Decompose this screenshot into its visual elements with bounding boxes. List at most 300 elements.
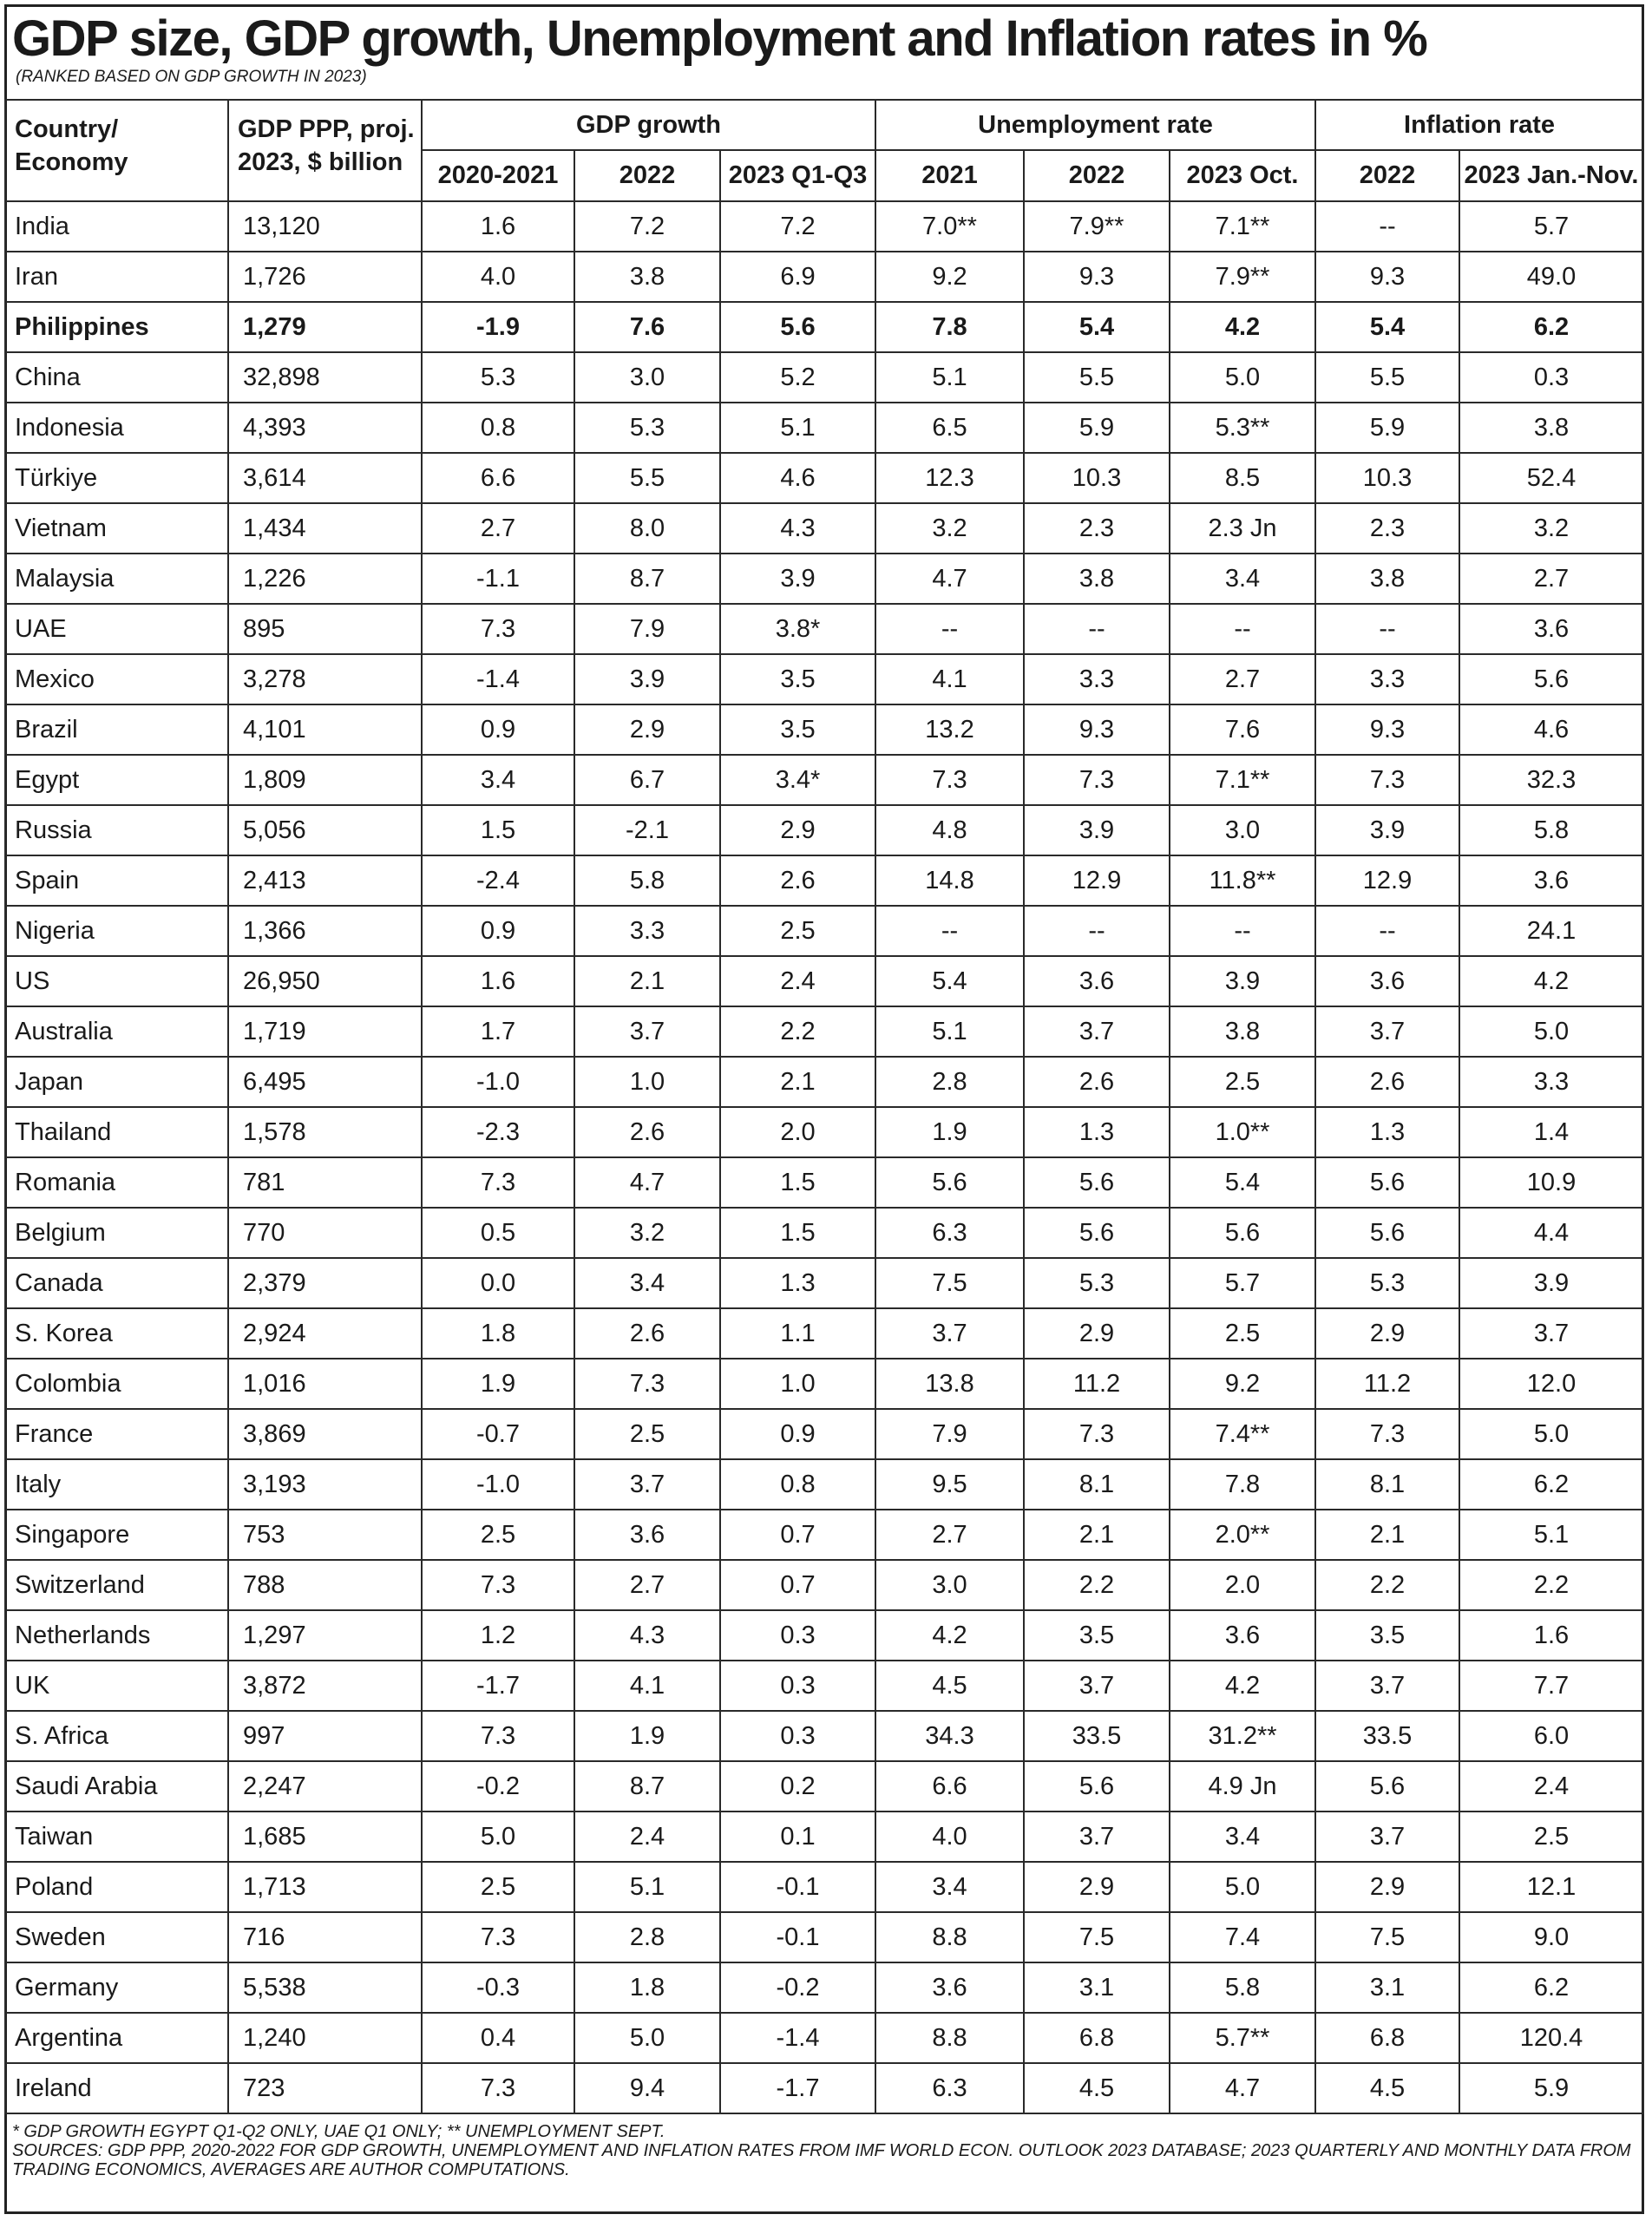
table-row — [5, 1661, 1643, 1711]
table-row — [5, 956, 1643, 1006]
cell-gdp-ppp: 1,297 — [228, 1610, 422, 1661]
cell-gdp-2023: 0.1 — [720, 1812, 875, 1862]
cell-unemp-2022: 9.3 — [1024, 252, 1170, 302]
cell-gdp-2020-2021: 1.6 — [422, 201, 574, 252]
cell-infl-2023: 3.3 — [1459, 1057, 1643, 1107]
cell-infl-2023: 3.2 — [1459, 503, 1643, 554]
cell-infl-2023: 2.2 — [1459, 1560, 1643, 1610]
cell-gdp-2023: 2.6 — [720, 855, 875, 906]
cell-infl-2022: 5.5 — [1315, 352, 1459, 403]
cell-country: Mexico — [5, 654, 228, 704]
table-row — [5, 1912, 1643, 1962]
cell-gdp-2022: 2.8 — [574, 1912, 720, 1962]
cell-infl-2022: 3.9 — [1315, 805, 1459, 855]
cell-gdp-2023: 5.2 — [720, 352, 875, 403]
cell-infl-2022: 5.6 — [1315, 1157, 1459, 1208]
cell-unemp-2022: 5.6 — [1024, 1157, 1170, 1208]
cell-unemp-2021: 6.6 — [875, 1761, 1024, 1812]
cell-unemp-2021: 2.7 — [875, 1510, 1024, 1560]
header-gdp-2023: 2023 Q1-Q3 — [720, 150, 875, 201]
cell-infl-2023: 5.6 — [1459, 654, 1643, 704]
cell-country: Egypt — [5, 755, 228, 805]
cell-gdp-ppp: 4,101 — [228, 704, 422, 755]
cell-gdp-2020-2021: -1.0 — [422, 1057, 574, 1107]
table-row — [5, 2013, 1643, 2063]
cell-unemp-2023: 5.3** — [1170, 403, 1315, 453]
cell-infl-2022: 2.9 — [1315, 1308, 1459, 1359]
cell-infl-2023: 120.4 — [1459, 2013, 1643, 2063]
cell-gdp-2022: 7.3 — [574, 1359, 720, 1409]
cell-unemp-2022: 3.6 — [1024, 956, 1170, 1006]
cell-infl-2022: 10.3 — [1315, 453, 1459, 503]
cell-gdp-ppp: 997 — [228, 1711, 422, 1761]
cell-infl-2022: 3.8 — [1315, 554, 1459, 604]
cell-infl-2023: 3.9 — [1459, 1258, 1643, 1308]
cell-unemp-2022: 2.9 — [1024, 1308, 1170, 1359]
cell-unemp-2022: 3.5 — [1024, 1610, 1170, 1661]
cell-unemp-2022: 2.1 — [1024, 1510, 1170, 1560]
cell-gdp-2020-2021: -2.3 — [422, 1107, 574, 1157]
table-row — [5, 1057, 1643, 1107]
cell-country: Canada — [5, 1258, 228, 1308]
table-row — [5, 654, 1643, 704]
cell-gdp-ppp: 788 — [228, 1560, 422, 1610]
cell-gdp-2020-2021: -1.1 — [422, 554, 574, 604]
cell-gdp-2020-2021: 2.5 — [422, 1510, 574, 1560]
cell-unemp-2021: 3.7 — [875, 1308, 1024, 1359]
cell-unemp-2021: 2.8 — [875, 1057, 1024, 1107]
cell-infl-2023: 1.6 — [1459, 1610, 1643, 1661]
cell-gdp-ppp: 1,016 — [228, 1359, 422, 1409]
cell-gdp-2020-2021: 1.7 — [422, 1006, 574, 1057]
cell-unemp-2022: 7.9** — [1024, 201, 1170, 252]
cell-unemp-2022: 2.3 — [1024, 503, 1170, 554]
cell-unemp-2021: 3.0 — [875, 1560, 1024, 1610]
cell-gdp-2022: 2.4 — [574, 1812, 720, 1862]
cell-gdp-2022: 3.0 — [574, 352, 720, 403]
cell-unemp-2022: 5.5 — [1024, 352, 1170, 403]
cell-unemp-2021: -- — [875, 906, 1024, 956]
cell-infl-2022: 5.3 — [1315, 1258, 1459, 1308]
cell-unemp-2023: 3.0 — [1170, 805, 1315, 855]
cell-gdp-ppp: 1,719 — [228, 1006, 422, 1057]
cell-unemp-2021: -- — [875, 604, 1024, 654]
cell-gdp-2022: 3.9 — [574, 654, 720, 704]
cell-gdp-2023: 3.9 — [720, 554, 875, 604]
cell-infl-2023: 5.0 — [1459, 1006, 1643, 1057]
cell-country: Iran — [5, 252, 228, 302]
cell-infl-2023: 52.4 — [1459, 453, 1643, 503]
cell-unemp-2023: 31.2** — [1170, 1711, 1315, 1761]
cell-gdp-2020-2021: -2.4 — [422, 855, 574, 906]
cell-unemp-2023: 3.9 — [1170, 956, 1315, 1006]
cell-infl-2023: 4.6 — [1459, 704, 1643, 755]
cell-unemp-2021: 9.2 — [875, 252, 1024, 302]
cell-gdp-2020-2021: -1.0 — [422, 1459, 574, 1510]
cell-unemp-2021: 5.1 — [875, 352, 1024, 403]
cell-unemp-2022: 5.4 — [1024, 302, 1170, 352]
table-row — [5, 1510, 1643, 1560]
cell-country: Sweden — [5, 1912, 228, 1962]
cell-infl-2022: 7.3 — [1315, 1409, 1459, 1459]
cell-gdp-2023: -1.7 — [720, 2063, 875, 2113]
cell-infl-2022: 2.2 — [1315, 1560, 1459, 1610]
cell-gdp-2023: 4.6 — [720, 453, 875, 503]
cell-infl-2023: 32.3 — [1459, 755, 1643, 805]
cell-infl-2022: -- — [1315, 906, 1459, 956]
cell-infl-2022: 9.3 — [1315, 252, 1459, 302]
cell-unemp-2023: 7.1** — [1170, 201, 1315, 252]
cell-gdp-ppp: 723 — [228, 2063, 422, 2113]
cell-unemp-2023: 5.8 — [1170, 1962, 1315, 2013]
cell-infl-2022: -- — [1315, 604, 1459, 654]
cell-unemp-2021: 4.2 — [875, 1610, 1024, 1661]
cell-country: Thailand — [5, 1107, 228, 1157]
cell-gdp-2023: -0.1 — [720, 1912, 875, 1962]
table-row — [5, 1409, 1643, 1459]
cell-gdp-2022: 3.6 — [574, 1510, 720, 1560]
table-row — [5, 1962, 1643, 2013]
cell-country: Saudi Arabia — [5, 1761, 228, 1812]
table-row — [5, 252, 1643, 302]
cell-gdp-ppp: 3,869 — [228, 1409, 422, 1459]
cell-country: Argentina — [5, 2013, 228, 2063]
table-row — [5, 453, 1643, 503]
cell-infl-2023: 4.2 — [1459, 956, 1643, 1006]
cell-gdp-ppp: 5,056 — [228, 805, 422, 855]
cell-gdp-ppp: 3,872 — [228, 1661, 422, 1711]
table-row — [5, 1258, 1643, 1308]
header-country: Country/ Economy — [5, 100, 228, 201]
page-title: GDP size, GDP growth, Unemployment and Inflation rates in % — [12, 10, 1427, 67]
cell-gdp-2020-2021: 4.0 — [422, 252, 574, 302]
cell-gdp-2020-2021: -1.9 — [422, 302, 574, 352]
cell-gdp-2022: 8.0 — [574, 503, 720, 554]
cell-gdp-2020-2021: 7.3 — [422, 1711, 574, 1761]
cell-unemp-2022: 3.8 — [1024, 554, 1170, 604]
cell-infl-2023: 6.2 — [1459, 302, 1643, 352]
cell-gdp-2023: 1.0 — [720, 1359, 875, 1409]
cell-gdp-2020-2021: 0.9 — [422, 704, 574, 755]
cell-infl-2022: 8.1 — [1315, 1459, 1459, 1510]
cell-infl-2022: 7.3 — [1315, 755, 1459, 805]
cell-unemp-2023: 7.4 — [1170, 1912, 1315, 1962]
cell-country: Philippines — [5, 302, 228, 352]
cell-infl-2022: 9.3 — [1315, 704, 1459, 755]
cell-gdp-2023: 0.7 — [720, 1560, 875, 1610]
cell-infl-2023: 1.4 — [1459, 1107, 1643, 1157]
header-gdp-growth: GDP growth — [422, 100, 875, 150]
table-row — [5, 1208, 1643, 1258]
cell-country: Australia — [5, 1006, 228, 1057]
cell-gdp-2022: 2.9 — [574, 704, 720, 755]
cell-unemp-2023: 2.7 — [1170, 654, 1315, 704]
header-infl-2023: 2023 Jan.-Nov. — [1459, 150, 1643, 201]
cell-infl-2023: 2.5 — [1459, 1812, 1643, 1862]
table-row — [5, 302, 1643, 352]
cell-gdp-ppp: 3,193 — [228, 1459, 422, 1510]
cell-country: Poland — [5, 1862, 228, 1912]
table-row — [5, 403, 1643, 453]
cell-gdp-2022: -2.1 — [574, 805, 720, 855]
cell-gdp-2022: 2.1 — [574, 956, 720, 1006]
cell-country: Russia — [5, 805, 228, 855]
cell-gdp-2023: 0.3 — [720, 1711, 875, 1761]
cell-unemp-2022: 5.3 — [1024, 1258, 1170, 1308]
cell-gdp-ppp: 781 — [228, 1157, 422, 1208]
data-table — [4, 99, 1644, 2114]
cell-infl-2023: 6.2 — [1459, 1962, 1643, 2013]
cell-gdp-2022: 2.6 — [574, 1107, 720, 1157]
cell-unemp-2022: 11.2 — [1024, 1359, 1170, 1409]
cell-gdp-2020-2021: 2.5 — [422, 1862, 574, 1912]
cell-gdp-2022: 3.8 — [574, 252, 720, 302]
cell-unemp-2022: 6.8 — [1024, 2013, 1170, 2063]
cell-unemp-2022: 33.5 — [1024, 1711, 1170, 1761]
cell-infl-2023: 0.3 — [1459, 352, 1643, 403]
cell-country: Taiwan — [5, 1812, 228, 1862]
cell-country: China — [5, 352, 228, 403]
cell-gdp-2020-2021: 7.3 — [422, 2063, 574, 2113]
cell-country: UK — [5, 1661, 228, 1711]
cell-gdp-2020-2021: 1.5 — [422, 805, 574, 855]
cell-unemp-2023: 2.3 Jn — [1170, 503, 1315, 554]
cell-unemp-2022: 3.1 — [1024, 1962, 1170, 2013]
cell-gdp-2023: 0.8 — [720, 1459, 875, 1510]
cell-infl-2022: 3.6 — [1315, 956, 1459, 1006]
cell-country: France — [5, 1409, 228, 1459]
cell-infl-2022: 3.7 — [1315, 1812, 1459, 1862]
cell-country: Singapore — [5, 1510, 228, 1560]
cell-country: S. Korea — [5, 1308, 228, 1359]
cell-unemp-2022: 2.6 — [1024, 1057, 1170, 1107]
cell-infl-2022: 3.7 — [1315, 1006, 1459, 1057]
cell-gdp-2020-2021: -1.4 — [422, 654, 574, 704]
cell-unemp-2023: 2.5 — [1170, 1057, 1315, 1107]
table-row — [5, 1157, 1643, 1208]
cell-unemp-2023: 3.4 — [1170, 1812, 1315, 1862]
cell-unemp-2021: 7.0** — [875, 201, 1024, 252]
cell-unemp-2021: 7.9 — [875, 1409, 1024, 1459]
cell-unemp-2023: 7.6 — [1170, 704, 1315, 755]
cell-country: Netherlands — [5, 1610, 228, 1661]
cell-unemp-2022: 12.9 — [1024, 855, 1170, 906]
cell-infl-2023: 12.1 — [1459, 1862, 1643, 1912]
cell-gdp-ppp: 13,120 — [228, 201, 422, 252]
cell-gdp-ppp: 26,950 — [228, 956, 422, 1006]
cell-unemp-2021: 3.2 — [875, 503, 1024, 554]
cell-unemp-2021: 9.5 — [875, 1459, 1024, 1510]
cell-gdp-ppp: 3,614 — [228, 453, 422, 503]
cell-gdp-2022: 5.3 — [574, 403, 720, 453]
cell-unemp-2022: 3.3 — [1024, 654, 1170, 704]
cell-infl-2023: 5.8 — [1459, 805, 1643, 855]
cell-unemp-2021: 34.3 — [875, 1711, 1024, 1761]
table-row — [5, 1560, 1643, 1610]
cell-unemp-2023: 4.2 — [1170, 302, 1315, 352]
table-row — [5, 1761, 1643, 1812]
cell-unemp-2023: 5.0 — [1170, 352, 1315, 403]
cell-unemp-2021: 4.8 — [875, 805, 1024, 855]
cell-unemp-2023: 7.1** — [1170, 755, 1315, 805]
cell-gdp-2022: 7.9 — [574, 604, 720, 654]
cell-unemp-2022: 7.5 — [1024, 1912, 1170, 1962]
cell-infl-2022: 12.9 — [1315, 855, 1459, 906]
footer-notes — [12, 2122, 1633, 2179]
cell-country: Italy — [5, 1459, 228, 1510]
cell-unemp-2022: 2.2 — [1024, 1560, 1170, 1610]
cell-country: Vietnam — [5, 503, 228, 554]
table-row — [5, 704, 1643, 755]
header-unemp-2023: 2023 Oct. — [1170, 150, 1315, 201]
cell-gdp-2023: -0.1 — [720, 1862, 875, 1912]
cell-gdp-ppp: 895 — [228, 604, 422, 654]
cell-country: India — [5, 201, 228, 252]
cell-gdp-2022: 2.7 — [574, 1560, 720, 1610]
cell-unemp-2023: 7.4** — [1170, 1409, 1315, 1459]
cell-infl-2023: 12.0 — [1459, 1359, 1643, 1409]
cell-gdp-ppp: 2,924 — [228, 1308, 422, 1359]
cell-unemp-2021: 3.6 — [875, 1962, 1024, 2013]
cell-gdp-2022: 3.2 — [574, 1208, 720, 1258]
cell-unemp-2021: 7.3 — [875, 755, 1024, 805]
cell-gdp-2022: 4.7 — [574, 1157, 720, 1208]
table-row — [5, 855, 1643, 906]
cell-gdp-2022: 9.4 — [574, 2063, 720, 2113]
table-row — [5, 1359, 1643, 1409]
cell-gdp-2022: 5.8 — [574, 855, 720, 906]
cell-unemp-2021: 4.7 — [875, 554, 1024, 604]
cell-gdp-2023: 0.3 — [720, 1661, 875, 1711]
cell-country: Romania — [5, 1157, 228, 1208]
cell-gdp-2022: 2.6 — [574, 1308, 720, 1359]
cell-gdp-2023: 1.1 — [720, 1308, 875, 1359]
cell-unemp-2021: 1.9 — [875, 1107, 1024, 1157]
cell-gdp-ppp: 1,240 — [228, 2013, 422, 2063]
cell-infl-2022: 3.3 — [1315, 654, 1459, 704]
table-row — [5, 1107, 1643, 1157]
cell-country: Indonesia — [5, 403, 228, 453]
header-inflation: Inflation rate — [1315, 100, 1643, 150]
cell-gdp-2020-2021: 7.3 — [422, 1912, 574, 1962]
cell-infl-2023: 5.9 — [1459, 2063, 1643, 2113]
cell-gdp-2023: 0.9 — [720, 1409, 875, 1459]
cell-gdp-ppp: 1,578 — [228, 1107, 422, 1157]
cell-infl-2023: 5.0 — [1459, 1409, 1643, 1459]
cell-unemp-2021: 7.5 — [875, 1258, 1024, 1308]
cell-gdp-ppp: 770 — [228, 1208, 422, 1258]
cell-infl-2022: 5.6 — [1315, 1761, 1459, 1812]
cell-unemp-2023: -- — [1170, 906, 1315, 956]
cell-gdp-2023: 5.6 — [720, 302, 875, 352]
cell-gdp-2020-2021: 0.0 — [422, 1258, 574, 1308]
cell-unemp-2023: 4.9 Jn — [1170, 1761, 1315, 1812]
cell-gdp-2022: 1.9 — [574, 1711, 720, 1761]
cell-infl-2022: 2.3 — [1315, 503, 1459, 554]
cell-gdp-2022: 3.3 — [574, 906, 720, 956]
cell-gdp-2020-2021: -0.3 — [422, 1962, 574, 2013]
cell-gdp-2023: 0.7 — [720, 1510, 875, 1560]
cell-gdp-2022: 3.7 — [574, 1459, 720, 1510]
cell-gdp-ppp: 2,413 — [228, 855, 422, 906]
cell-gdp-ppp: 1,809 — [228, 755, 422, 805]
cell-country: S. Africa — [5, 1711, 228, 1761]
cell-country: Malaysia — [5, 554, 228, 604]
cell-gdp-2023: -1.4 — [720, 2013, 875, 2063]
cell-gdp-ppp: 1,713 — [228, 1862, 422, 1912]
table-row — [5, 352, 1643, 403]
header-unemployment: Unemployment rate — [875, 100, 1315, 150]
cell-infl-2023: 5.7 — [1459, 201, 1643, 252]
table-row — [5, 906, 1643, 956]
cell-gdp-2023: 2.1 — [720, 1057, 875, 1107]
table-row — [5, 1812, 1643, 1862]
cell-unemp-2021: 6.3 — [875, 1208, 1024, 1258]
cell-gdp-2020-2021: 2.7 — [422, 503, 574, 554]
cell-gdp-2023: 5.1 — [720, 403, 875, 453]
cell-gdp-ppp: 1,434 — [228, 503, 422, 554]
cell-gdp-2020-2021: 0.4 — [422, 2013, 574, 2063]
cell-unemp-2022: -- — [1024, 604, 1170, 654]
cell-gdp-2023: 3.4* — [720, 755, 875, 805]
cell-country: Colombia — [5, 1359, 228, 1409]
cell-unemp-2021: 6.3 — [875, 2063, 1024, 2113]
cell-infl-2023: 6.2 — [1459, 1459, 1643, 1510]
cell-gdp-2020-2021: -0.2 — [422, 1761, 574, 1812]
cell-unemp-2023: 5.0 — [1170, 1862, 1315, 1912]
cell-gdp-2023: -0.2 — [720, 1962, 875, 2013]
cell-infl-2022: 3.5 — [1315, 1610, 1459, 1661]
cell-gdp-2020-2021: 0.5 — [422, 1208, 574, 1258]
table-row — [5, 1308, 1643, 1359]
cell-gdp-2022: 8.7 — [574, 554, 720, 604]
table-row — [5, 805, 1643, 855]
cell-unemp-2022: 3.7 — [1024, 1812, 1170, 1862]
cell-unemp-2021: 13.2 — [875, 704, 1024, 755]
cell-gdp-2022: 5.0 — [574, 2013, 720, 2063]
cell-infl-2023: 5.1 — [1459, 1510, 1643, 1560]
cell-gdp-2023: 2.2 — [720, 1006, 875, 1057]
cell-gdp-2022: 5.5 — [574, 453, 720, 503]
cell-unemp-2021: 5.1 — [875, 1006, 1024, 1057]
cell-country: Belgium — [5, 1208, 228, 1258]
cell-unemp-2023: 2.5 — [1170, 1308, 1315, 1359]
cell-unemp-2021: 12.3 — [875, 453, 1024, 503]
cell-infl-2022: 3.1 — [1315, 1962, 1459, 2013]
cell-unemp-2021: 13.8 — [875, 1359, 1024, 1409]
table-row — [5, 604, 1643, 654]
cell-gdp-2023: 7.2 — [720, 201, 875, 252]
header-unemp-2022: 2022 — [1024, 150, 1170, 201]
cell-gdp-2020-2021: -0.7 — [422, 1409, 574, 1459]
cell-unemp-2023: 5.4 — [1170, 1157, 1315, 1208]
cell-gdp-ppp: 1,279 — [228, 302, 422, 352]
table-row — [5, 1711, 1643, 1761]
cell-gdp-2023: 2.5 — [720, 906, 875, 956]
cell-gdp-2020-2021: 7.3 — [422, 1157, 574, 1208]
table-row — [5, 1862, 1643, 1912]
cell-infl-2023: 3.6 — [1459, 604, 1643, 654]
cell-country: Japan — [5, 1057, 228, 1107]
cell-unemp-2021: 14.8 — [875, 855, 1024, 906]
cell-infl-2023: 49.0 — [1459, 252, 1643, 302]
cell-unemp-2021: 8.8 — [875, 2013, 1024, 2063]
cell-unemp-2022: 7.3 — [1024, 1409, 1170, 1459]
cell-unemp-2022: 3.9 — [1024, 805, 1170, 855]
cell-unemp-2022: 4.5 — [1024, 2063, 1170, 2113]
cell-unemp-2023: 7.8 — [1170, 1459, 1315, 1510]
cell-country: Germany — [5, 1962, 228, 2013]
